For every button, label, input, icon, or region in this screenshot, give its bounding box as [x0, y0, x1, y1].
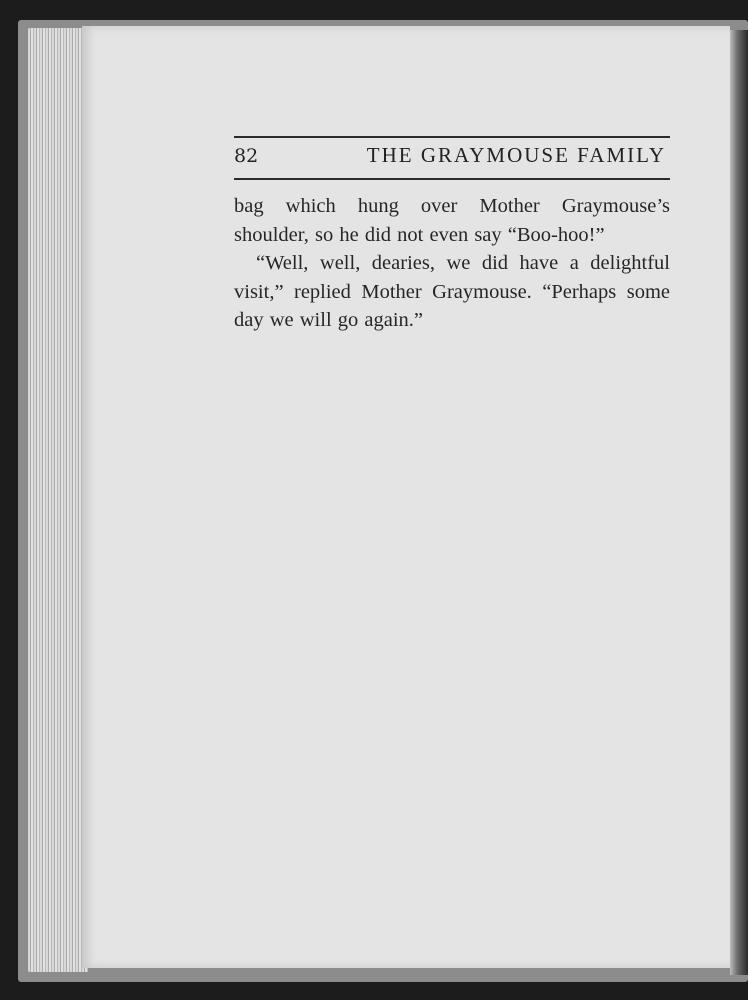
binding-edge [730, 30, 748, 975]
paragraph: “Well, well, dearies, we did have a delightful visit,” replied Mother Graymouse. “Perhaps some day we will go again.” [234, 252, 670, 331]
paragraph-continued: bag which hung over Mother Graymouse’s shoulder, so he did not even say “Boo-hoo!” [234, 195, 670, 246]
page-number: 82 [234, 145, 259, 167]
running-title: THE GRAYMOUSE FAMILY [366, 143, 666, 167]
book-page [82, 26, 730, 968]
running-head [234, 136, 670, 180]
page-edges [28, 28, 88, 972]
body-text [234, 192, 670, 335]
